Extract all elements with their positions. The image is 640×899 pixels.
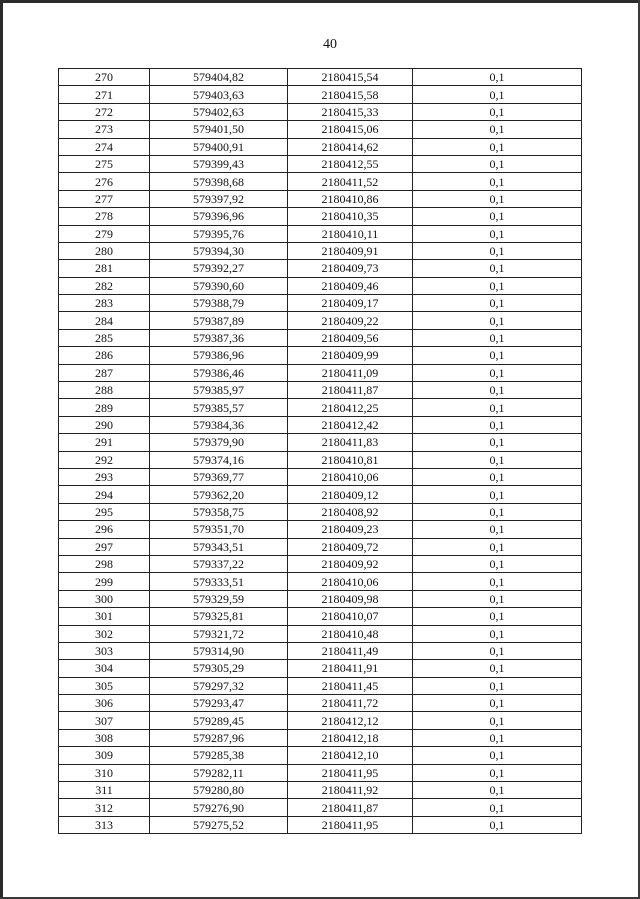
y-coordinate-cell: 2180409,23 [288,521,413,538]
table-row [59,573,582,590]
accuracy-cell: 0,1 [413,208,582,225]
x-coordinate-cell: 579374,16 [150,451,288,468]
y-coordinate-cell: 2180411,95 [288,764,413,781]
point-number-cell: 272 [59,103,150,120]
table-row [59,729,582,746]
y-coordinate-cell: 2180410,35 [288,208,413,225]
table-row [59,782,582,799]
point-number-cell: 301 [59,608,150,625]
x-coordinate-cell: 579297,32 [150,677,288,694]
x-coordinate-cell: 579305,29 [150,660,288,677]
table-row [59,712,582,729]
point-number-cell: 300 [59,590,150,607]
table-row [59,747,582,764]
y-coordinate-cell: 2180409,91 [288,242,413,259]
accuracy-cell: 0,1 [413,277,582,294]
y-coordinate-cell: 2180411,09 [288,364,413,381]
page-number: 40 [323,37,337,52]
y-coordinate-cell: 2180409,99 [288,347,413,364]
table-row [59,138,582,155]
point-number-cell: 273 [59,121,150,138]
x-coordinate-cell: 579293,47 [150,695,288,712]
point-number-cell: 306 [59,695,150,712]
y-coordinate-cell: 2180411,95 [288,816,413,833]
table-row [59,764,582,781]
accuracy-cell: 0,1 [413,729,582,746]
table-row [59,86,582,103]
table-row [59,329,582,346]
x-coordinate-cell: 579387,89 [150,312,288,329]
table-row [59,503,582,520]
x-coordinate-cell: 579289,45 [150,712,288,729]
y-coordinate-cell: 2180409,12 [288,486,413,503]
table-row [59,538,582,555]
table-row [59,555,582,572]
accuracy-cell: 0,1 [413,399,582,416]
x-coordinate-cell: 579337,22 [150,555,288,572]
accuracy-cell: 0,1 [413,155,582,172]
point-number-cell: 271 [59,86,150,103]
x-coordinate-cell: 579400,91 [150,138,288,155]
y-coordinate-cell: 2180411,87 [288,382,413,399]
x-coordinate-cell: 579399,43 [150,155,288,172]
scan-border-top [0,0,640,3]
y-coordinate-cell: 2180411,87 [288,799,413,816]
x-coordinate-cell: 579325,81 [150,608,288,625]
x-coordinate-cell: 579285,38 [150,747,288,764]
accuracy-cell: 0,1 [413,555,582,572]
x-coordinate-cell: 579275,52 [150,816,288,833]
accuracy-cell: 0,1 [413,190,582,207]
accuracy-cell: 0,1 [413,121,582,138]
x-coordinate-cell: 579385,97 [150,382,288,399]
accuracy-cell: 0,1 [413,260,582,277]
point-number-cell: 287 [59,364,150,381]
point-number-cell: 274 [59,138,150,155]
table-row [59,208,582,225]
scan-border-left [0,0,3,899]
table-row [59,277,582,294]
y-coordinate-cell: 2180411,92 [288,782,413,799]
accuracy-cell: 0,1 [413,103,582,120]
x-coordinate-cell: 579351,70 [150,521,288,538]
y-coordinate-cell: 2180410,06 [288,468,413,485]
accuracy-cell: 0,1 [413,608,582,625]
x-coordinate-cell: 579402,63 [150,103,288,120]
table-row [59,625,582,642]
point-number-cell: 278 [59,208,150,225]
x-coordinate-cell: 579314,90 [150,642,288,659]
point-number-cell: 270 [59,69,150,86]
table-row [59,155,582,172]
accuracy-cell: 0,1 [413,416,582,433]
point-number-cell: 283 [59,295,150,312]
table-row [59,521,582,538]
point-number-cell: 309 [59,747,150,764]
accuracy-cell: 0,1 [413,521,582,538]
point-number-cell: 307 [59,712,150,729]
accuracy-cell: 0,1 [413,312,582,329]
x-coordinate-cell: 579333,51 [150,573,288,590]
x-coordinate-cell: 579369,77 [150,468,288,485]
accuracy-cell: 0,1 [413,747,582,764]
y-coordinate-cell: 2180410,81 [288,451,413,468]
table-row [59,799,582,816]
point-number-cell: 305 [59,677,150,694]
y-coordinate-cell: 2180411,52 [288,173,413,190]
point-number-cell: 286 [59,347,150,364]
point-number-cell: 312 [59,799,150,816]
table-row [59,103,582,120]
point-number-cell: 276 [59,173,150,190]
point-number-cell: 284 [59,312,150,329]
accuracy-cell: 0,1 [413,347,582,364]
accuracy-cell: 0,1 [413,503,582,520]
accuracy-cell: 0,1 [413,590,582,607]
table-row [59,312,582,329]
point-number-cell: 304 [59,660,150,677]
x-coordinate-cell: 579388,79 [150,295,288,312]
point-number-cell: 280 [59,242,150,259]
y-coordinate-cell: 2180412,55 [288,155,413,172]
y-coordinate-cell: 2180409,56 [288,329,413,346]
x-coordinate-cell: 579386,96 [150,347,288,364]
accuracy-cell: 0,1 [413,677,582,694]
accuracy-cell: 0,1 [413,573,582,590]
table-row [59,677,582,694]
x-coordinate-cell: 579362,20 [150,486,288,503]
y-coordinate-cell: 2180412,25 [288,399,413,416]
table-row [59,382,582,399]
point-number-cell: 296 [59,521,150,538]
table-row [59,399,582,416]
x-coordinate-cell: 579401,50 [150,121,288,138]
point-number-cell: 285 [59,329,150,346]
x-coordinate-cell: 579398,68 [150,173,288,190]
y-coordinate-cell: 2180412,18 [288,729,413,746]
accuracy-cell: 0,1 [413,138,582,155]
point-number-cell: 288 [59,382,150,399]
table-row [59,816,582,833]
accuracy-cell: 0,1 [413,173,582,190]
point-number-cell: 303 [59,642,150,659]
table-row [59,468,582,485]
x-coordinate-cell: 579280,80 [150,782,288,799]
y-coordinate-cell: 2180411,72 [288,695,413,712]
x-coordinate-cell: 579329,59 [150,590,288,607]
accuracy-cell: 0,1 [413,468,582,485]
accuracy-cell: 0,1 [413,486,582,503]
table-row [59,295,582,312]
accuracy-cell: 0,1 [413,86,582,103]
accuracy-cell: 0,1 [413,695,582,712]
point-number-cell: 293 [59,468,150,485]
point-number-cell: 275 [59,155,150,172]
accuracy-cell: 0,1 [413,816,582,833]
x-coordinate-cell: 579379,90 [150,434,288,451]
point-number-cell: 292 [59,451,150,468]
point-number-cell: 294 [59,486,150,503]
y-coordinate-cell: 2180411,49 [288,642,413,659]
point-number-cell: 298 [59,555,150,572]
y-coordinate-cell: 2180409,92 [288,555,413,572]
table-row [59,486,582,503]
y-coordinate-cell: 2180415,33 [288,103,413,120]
y-coordinate-cell: 2180414,62 [288,138,413,155]
accuracy-cell: 0,1 [413,295,582,312]
x-coordinate-cell: 579395,76 [150,225,288,242]
y-coordinate-cell: 2180410,86 [288,190,413,207]
y-coordinate-cell: 2180409,22 [288,312,413,329]
accuracy-cell: 0,1 [413,625,582,642]
x-coordinate-cell: 579403,63 [150,86,288,103]
y-coordinate-cell: 2180410,11 [288,225,413,242]
table-row [59,608,582,625]
accuracy-cell: 0,1 [413,538,582,555]
y-coordinate-cell: 2180411,45 [288,677,413,694]
table-row [59,225,582,242]
point-number-cell: 295 [59,503,150,520]
x-coordinate-cell: 579396,96 [150,208,288,225]
y-coordinate-cell: 2180408,92 [288,503,413,520]
point-number-cell: 308 [59,729,150,746]
accuracy-cell: 0,1 [413,660,582,677]
x-coordinate-cell: 579397,92 [150,190,288,207]
accuracy-cell: 0,1 [413,451,582,468]
accuracy-cell: 0,1 [413,782,582,799]
table-row [59,434,582,451]
y-coordinate-cell: 2180412,10 [288,747,413,764]
point-number-cell: 289 [59,399,150,416]
point-number-cell: 290 [59,416,150,433]
table-row [59,364,582,381]
point-number-cell: 310 [59,764,150,781]
point-number-cell: 311 [59,782,150,799]
y-coordinate-cell: 2180410,07 [288,608,413,625]
x-coordinate-cell: 579282,11 [150,764,288,781]
x-coordinate-cell: 579386,46 [150,364,288,381]
table-row [59,660,582,677]
x-coordinate-cell: 579276,90 [150,799,288,816]
y-coordinate-cell: 2180415,58 [288,86,413,103]
point-number-cell: 282 [59,277,150,294]
y-coordinate-cell: 2180412,12 [288,712,413,729]
table-row [59,642,582,659]
point-number-cell: 313 [59,816,150,833]
y-coordinate-cell: 2180411,83 [288,434,413,451]
accuracy-cell: 0,1 [413,242,582,259]
accuracy-cell: 0,1 [413,434,582,451]
y-coordinate-cell: 2180415,06 [288,121,413,138]
x-coordinate-cell: 579394,30 [150,242,288,259]
y-coordinate-cell: 2180410,48 [288,625,413,642]
x-coordinate-cell: 579343,51 [150,538,288,555]
table-row [59,173,582,190]
y-coordinate-cell: 2180409,17 [288,295,413,312]
accuracy-cell: 0,1 [413,225,582,242]
x-coordinate-cell: 579358,75 [150,503,288,520]
y-coordinate-cell: 2180409,73 [288,260,413,277]
point-number-cell: 279 [59,225,150,242]
accuracy-cell: 0,1 [413,764,582,781]
x-coordinate-cell: 579384,36 [150,416,288,433]
table-row [59,121,582,138]
y-coordinate-cell: 2180415,54 [288,69,413,86]
point-number-cell: 277 [59,190,150,207]
accuracy-cell: 0,1 [413,329,582,346]
table-row [59,695,582,712]
accuracy-cell: 0,1 [413,382,582,399]
x-coordinate-cell: 579387,36 [150,329,288,346]
table-row [59,416,582,433]
y-coordinate-cell: 2180411,91 [288,660,413,677]
x-coordinate-cell: 579385,57 [150,399,288,416]
point-number-cell: 299 [59,573,150,590]
y-coordinate-cell: 2180409,98 [288,590,413,607]
y-coordinate-cell: 2180409,72 [288,538,413,555]
accuracy-cell: 0,1 [413,712,582,729]
x-coordinate-cell: 579287,96 [150,729,288,746]
accuracy-cell: 0,1 [413,69,582,86]
x-coordinate-cell: 579321,72 [150,625,288,642]
table-row [59,451,582,468]
table-row [59,260,582,277]
point-number-cell: 302 [59,625,150,642]
table-row [59,347,582,364]
y-coordinate-cell: 2180410,06 [288,573,413,590]
coordinates-table [58,68,582,834]
table-row [59,590,582,607]
table-row [59,69,582,86]
y-coordinate-cell: 2180409,46 [288,277,413,294]
y-coordinate-cell: 2180412,42 [288,416,413,433]
x-coordinate-cell: 579404,82 [150,69,288,86]
x-coordinate-cell: 579392,27 [150,260,288,277]
coordinates-table-body [59,69,582,834]
point-number-cell: 297 [59,538,150,555]
point-number-cell: 281 [59,260,150,277]
point-number-cell: 291 [59,434,150,451]
table-row [59,190,582,207]
x-coordinate-cell: 579390,60 [150,277,288,294]
table-row [59,242,582,259]
accuracy-cell: 0,1 [413,364,582,381]
accuracy-cell: 0,1 [413,799,582,816]
accuracy-cell: 0,1 [413,642,582,659]
